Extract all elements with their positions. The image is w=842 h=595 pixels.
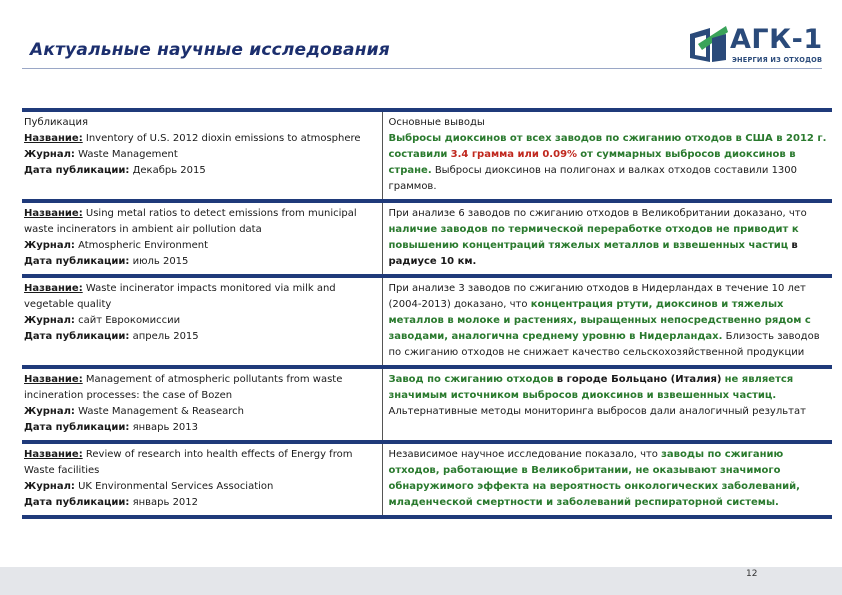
publication-cell — [22, 276, 382, 367]
name-label: Название: — [24, 133, 83, 144]
journal-label: Журнал: — [24, 149, 75, 160]
finding-highlight: от суммарных выбросов диоксинов в стране. — [388, 149, 796, 176]
journal-label: Журнал: — [24, 406, 75, 417]
finding-highlight: заводы по сжиганию отходов, работающие в Великобритании, не оказывают значимого обнаружимого эффекта на вероятность онкологических заболеваний, младенческой смертности и заболеваний респираторной системы. — [388, 449, 800, 508]
findings-cell — [382, 276, 832, 367]
publication-date: июль 2015 — [132, 256, 189, 267]
finding-emphasis: в городе Больцано (Италия) — [556, 374, 722, 385]
date-label: Дата публикации: — [24, 256, 130, 267]
finding-highlight: наличие заводов по термической переработке отходов не приводит к повышению концентраций тяжелых металлов и взвешенных частиц — [388, 224, 799, 251]
name-label: Название: — [24, 283, 83, 294]
journal-name: сайт Еврокомиссии — [78, 315, 181, 326]
date-label: Дата публикации: — [24, 331, 130, 342]
journal-name: Atmospheric Environment — [78, 240, 209, 251]
finding-text: Близость заводов по сжиганию отходов не снижает качество сельскохозяйственной продукции — [388, 331, 820, 358]
journal-label: Журнал: — [24, 481, 75, 492]
date-label: Дата публикации: — [24, 497, 130, 508]
findings-cell — [382, 367, 832, 442]
findings-cell — [382, 201, 832, 276]
date-label: Дата публикации: — [24, 422, 130, 433]
finding-highlight: Выбросы диоксинов от всех заводов по сжиганию отходов в США в 2012 г. составили — [388, 133, 827, 160]
table-header-row — [22, 110, 832, 201]
publication-cell — [22, 367, 382, 442]
finding-highlight: Завод по сжиганию отходов — [388, 374, 554, 385]
title-divider — [22, 68, 822, 69]
research-table — [22, 108, 832, 519]
findings-cell — [382, 442, 832, 517]
findings-cell — [382, 110, 832, 201]
finding-highlight: концентрация ртути, диоксинов и тяжелых металлов в молоке и растениях, выращенных непосредственно рядом с заводами, аналогична среднему уровню в Нидерландах. — [388, 299, 811, 342]
company-logo — [686, 24, 826, 68]
publication-cell — [22, 201, 382, 276]
table-row — [22, 367, 832, 442]
publication-cell — [22, 110, 382, 201]
journal-name: Waste Management — [78, 149, 178, 160]
publication-name: Review of research into health effects of Energy from Waste facilities — [24, 449, 353, 476]
table-row — [22, 201, 832, 276]
publication-date: январь 2012 — [132, 497, 199, 508]
name-label: Название: — [24, 449, 83, 460]
logo-tagline: ЭНЕРГИЯ ИЗ ОТХОДОВ — [732, 56, 823, 64]
finding-highlight: не является значимым источником выбросов диоксинов и взвешенных частиц. — [388, 374, 794, 401]
logo-name: АГК-1 — [730, 24, 823, 55]
journal-label: Журнал: — [24, 240, 75, 251]
finding-text: При анализе 6 заводов по сжиганию отходов в Великобритании доказано, что — [388, 208, 807, 219]
journal-name: UK Environmental Services Association — [78, 481, 274, 492]
publication-name: Using metal ratios to detect emissions from municipal waste incinerators in ambient air pollution data — [24, 208, 357, 235]
journal-name: Waste Management & Reasearch — [78, 406, 244, 417]
page-number: 12 — [746, 569, 758, 579]
publication-name: Waste incinerator impacts monitored via milk and vegetable quality — [24, 283, 336, 310]
publication-date: Декабрь 2015 — [132, 165, 206, 176]
finding-text: При анализе 3 заводов по сжиганию отходов в Нидерландах в течение 10 лет (2004-2013) доказано, что — [388, 283, 806, 310]
logo-mark-icon — [686, 24, 730, 66]
publication-date: апрель 2015 — [132, 331, 199, 342]
publication-cell — [22, 442, 382, 517]
publication-name: Management of atmospheric pollutants from waste incineration processes: the case of Bozen — [24, 374, 343, 401]
publication-name: Inventory of U.S. 2012 dioxin emissions to atmosphere — [85, 133, 361, 144]
table-row — [22, 442, 832, 517]
journal-label: Журнал: — [24, 315, 75, 326]
publication-date: январь 2013 — [132, 422, 199, 433]
table-row — [22, 276, 832, 367]
finding-text: Независимое научное исследование показало, что — [388, 449, 658, 460]
column-header-publication: Публикация — [24, 117, 88, 128]
name-label: Название: — [24, 208, 83, 219]
finding-text: Альтернативные методы мониторинга выбросов дали аналогичный результат — [388, 406, 806, 417]
column-header-findings: Основные выводы — [388, 117, 485, 128]
name-label: Название: — [24, 374, 83, 385]
finding-emphasis: в радиусе 10 км. — [388, 240, 798, 267]
page-title: Актуальные научные исследования — [30, 40, 390, 60]
footer-bar — [0, 567, 842, 595]
finding-key-figure: 3.4 грамма или 0.09% — [450, 149, 578, 160]
finding-text: Выбросы диоксинов на полигонах и валках отходов составили 1300 граммов. — [388, 165, 798, 192]
date-label: Дата публикации: — [24, 165, 130, 176]
